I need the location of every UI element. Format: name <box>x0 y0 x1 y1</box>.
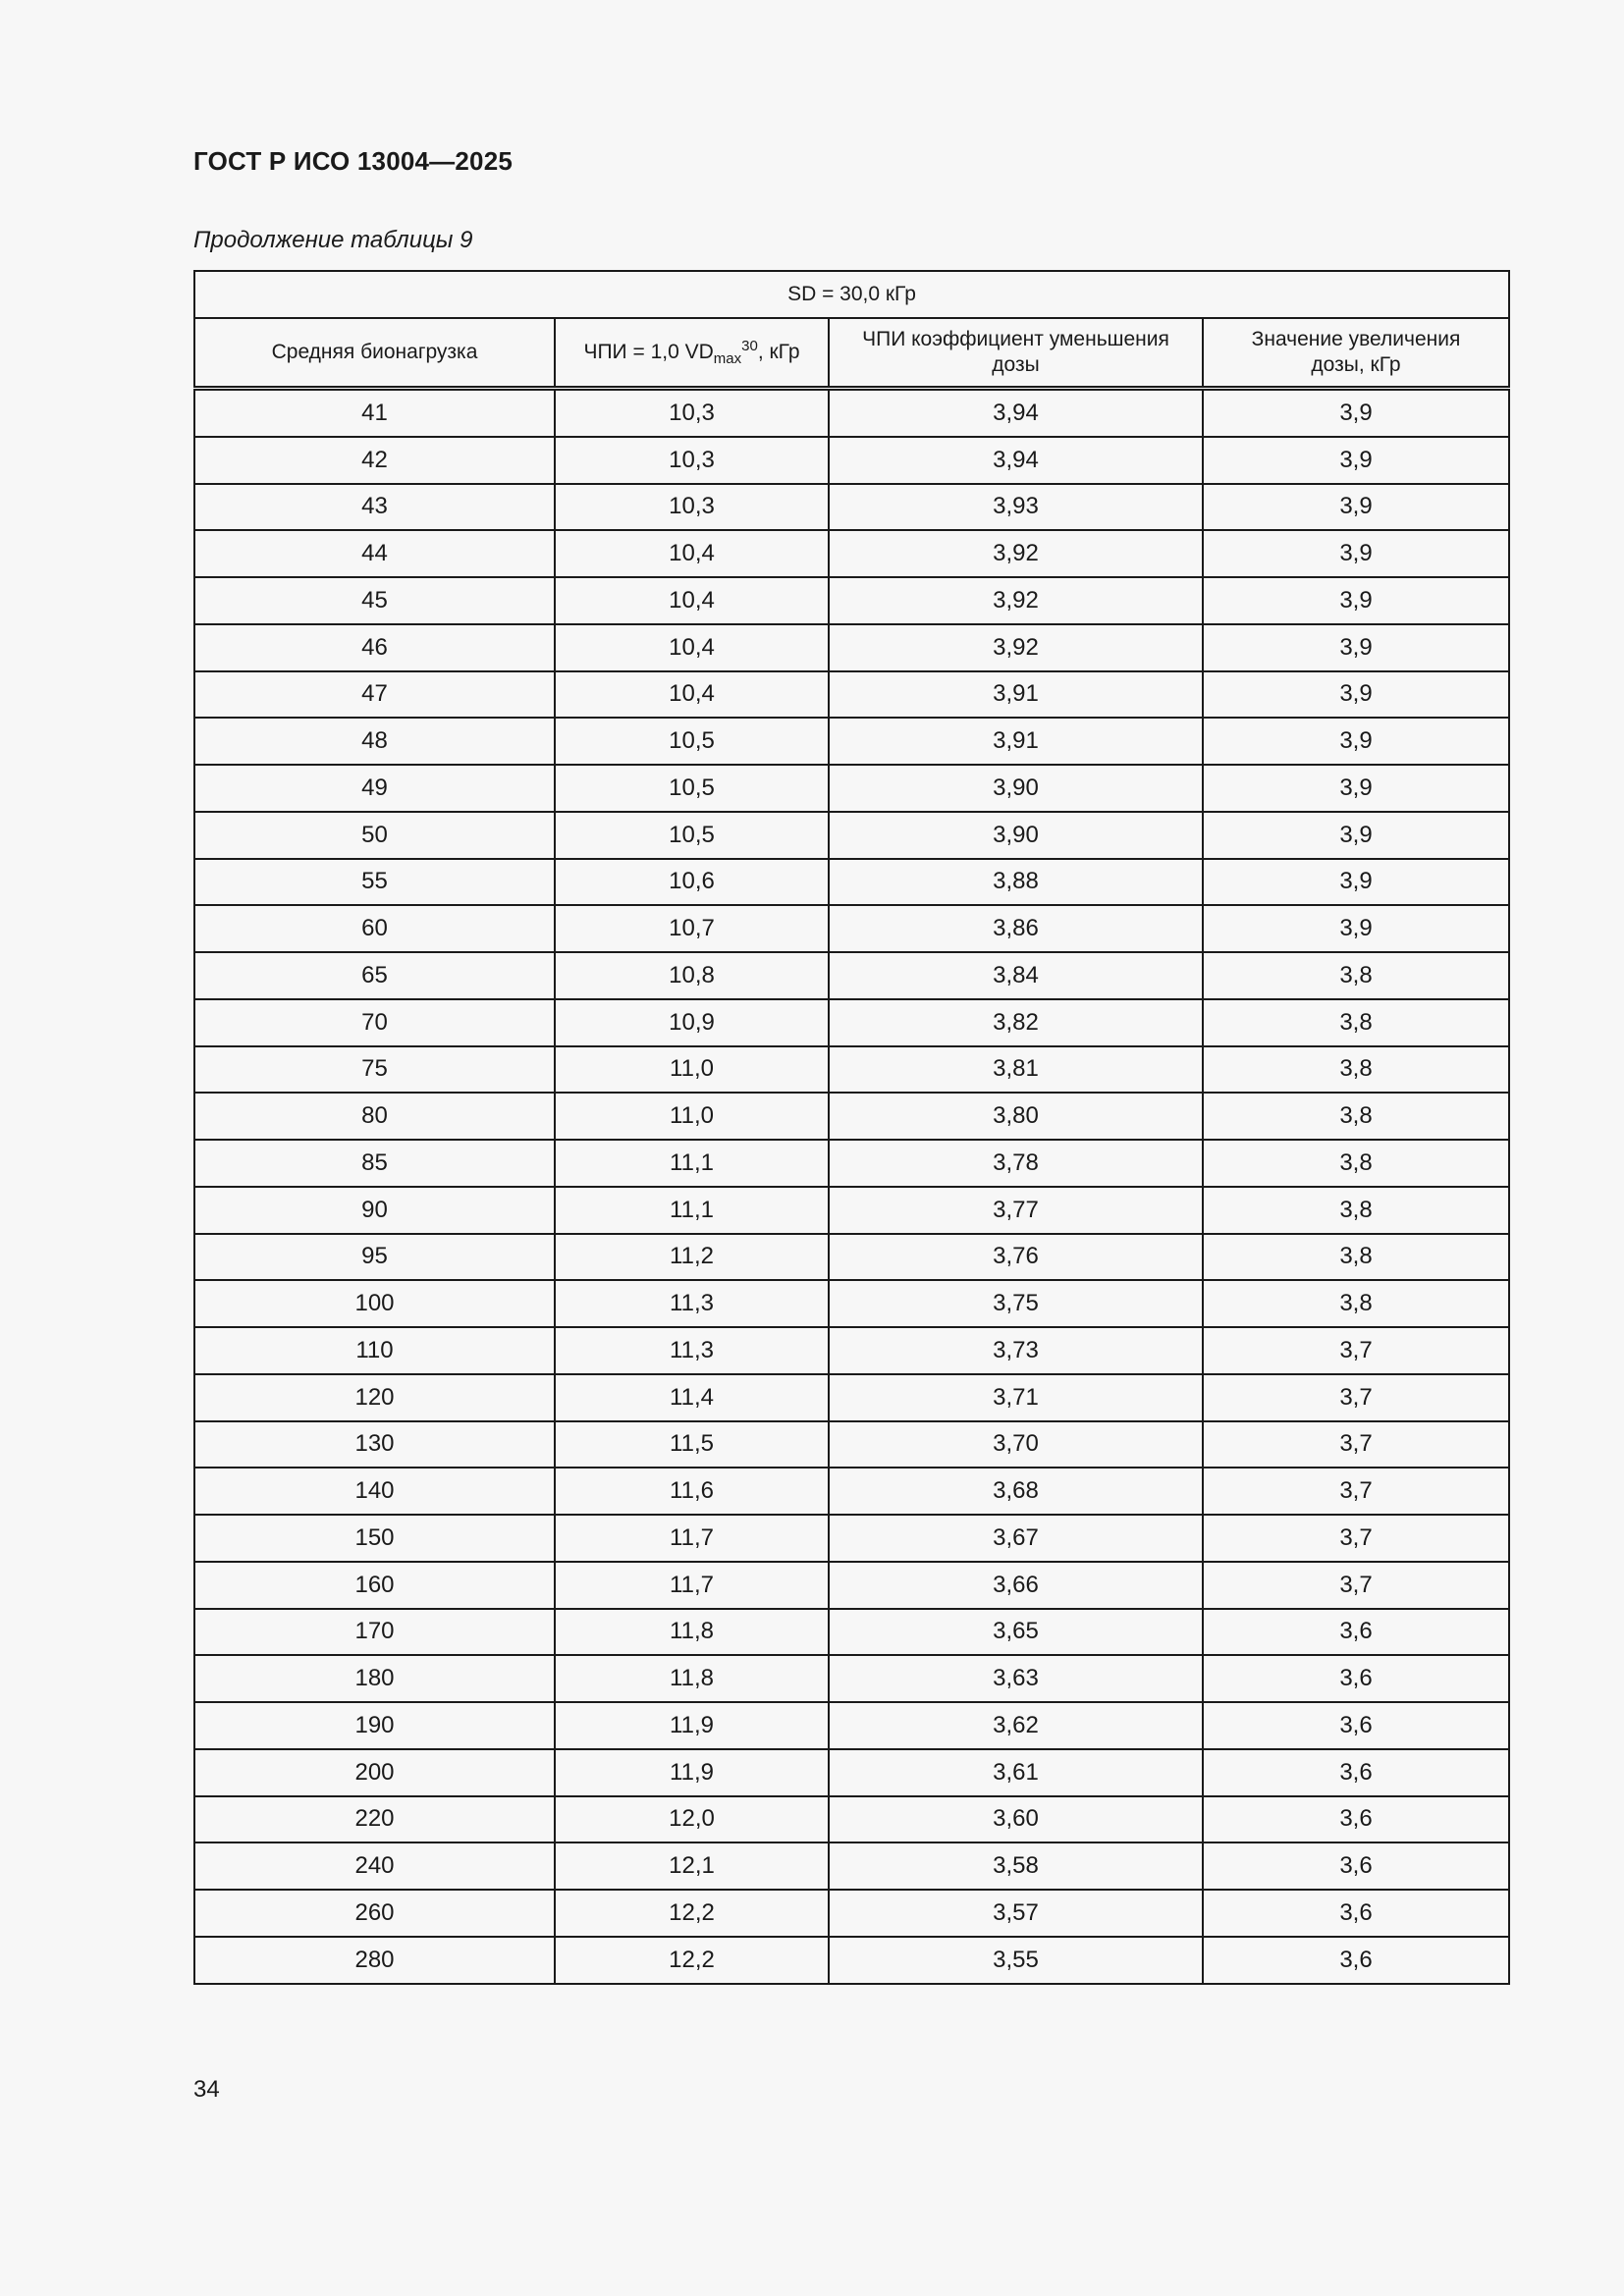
table-row <box>194 1796 1509 1843</box>
dose-reduction-cell: 3,73 <box>829 1327 1203 1374</box>
dose-reduction-cell: 3,58 <box>829 1842 1203 1890</box>
mean-bioburden-cell: 55 <box>194 859 555 906</box>
dose-reduction-cell: 3,55 <box>829 1937 1203 1984</box>
dose-reduction-cell: 3,90 <box>829 765 1203 812</box>
dose-increase-cell: 3,6 <box>1203 1655 1509 1702</box>
dose-reduction-cell: 3,67 <box>829 1515 1203 1562</box>
table-row <box>194 1655 1509 1702</box>
column-header-mean-bioburden: Средняя бионагрузка <box>194 318 555 389</box>
dose-reduction-cell: 3,92 <box>829 624 1203 671</box>
mean-bioburden-cell: 70 <box>194 999 555 1046</box>
mean-bioburden-cell: 180 <box>194 1655 555 1702</box>
dose-increase-cell: 3,9 <box>1203 812 1509 859</box>
dose-increase-cell: 3,8 <box>1203 1093 1509 1140</box>
dose-increase-cell: 3,9 <box>1203 671 1509 719</box>
dose-reduction-line2: дозы <box>992 353 1040 376</box>
table-row <box>194 1421 1509 1468</box>
vdmax-cell: 10,3 <box>555 484 829 531</box>
mean-bioburden-cell: 260 <box>194 1890 555 1937</box>
mean-bioburden-cell: 65 <box>194 952 555 999</box>
table-row <box>194 624 1509 671</box>
dose-increase-cell: 3,6 <box>1203 1842 1509 1890</box>
dose-reduction-cell: 3,63 <box>829 1655 1203 1702</box>
mean-bioburden-cell: 150 <box>194 1515 555 1562</box>
dose-reduction-cell: 3,94 <box>829 389 1203 437</box>
vdmax-cell: 10,6 <box>555 859 829 906</box>
dose-increase-cell: 3,9 <box>1203 624 1509 671</box>
dose-increase-cell: 3,9 <box>1203 530 1509 577</box>
vdmax-cell: 10,9 <box>555 999 829 1046</box>
dose-reduction-cell: 3,66 <box>829 1562 1203 1609</box>
vdmax-cell: 12,2 <box>555 1890 829 1937</box>
vdmax-cell: 10,4 <box>555 671 829 719</box>
mean-bioburden-cell: 110 <box>194 1327 555 1374</box>
dose-increase-cell: 3,6 <box>1203 1609 1509 1656</box>
vdmax-cell: 10,7 <box>555 905 829 952</box>
vdmax-cell: 11,0 <box>555 1093 829 1140</box>
dose-reduction-cell: 3,75 <box>829 1280 1203 1327</box>
mean-bioburden-cell: 280 <box>194 1937 555 1984</box>
table-row <box>194 577 1509 624</box>
dose-reduction-cell: 3,82 <box>829 999 1203 1046</box>
table-row <box>194 999 1509 1046</box>
vdmax-cell: 11,1 <box>555 1187 829 1234</box>
mean-bioburden-cell: 95 <box>194 1234 555 1281</box>
vdmax-cell: 12,1 <box>555 1842 829 1890</box>
dose-reduction-cell: 3,80 <box>829 1093 1203 1140</box>
table-caption: Продолжение таблицы 9 <box>193 227 473 253</box>
table-row <box>194 1842 1509 1890</box>
table-row <box>194 1280 1509 1327</box>
vdmax-cell: 10,4 <box>555 577 829 624</box>
mean-bioburden-cell: 49 <box>194 765 555 812</box>
dose-increase-cell: 3,6 <box>1203 1796 1509 1843</box>
dose-reduction-cell: 3,92 <box>829 530 1203 577</box>
mean-bioburden-cell: 100 <box>194 1280 555 1327</box>
mean-bioburden-cell: 48 <box>194 718 555 765</box>
vdmax-cell: 11,3 <box>555 1327 829 1374</box>
dose-increase-cell: 3,8 <box>1203 1280 1509 1327</box>
dose-increase-line2: дозы, кГр <box>1311 353 1401 376</box>
mean-bioburden-cell: 220 <box>194 1796 555 1843</box>
dose-increase-cell: 3,8 <box>1203 1046 1509 1094</box>
vdmax-prefix: ЧПИ = 1,0 VD <box>583 341 714 363</box>
vdmax-cell: 11,8 <box>555 1609 829 1656</box>
mean-bioburden-cell: 200 <box>194 1749 555 1796</box>
dose-reduction-cell: 3,76 <box>829 1234 1203 1281</box>
vdmax-suffix: , кГр <box>757 341 800 363</box>
mean-bioburden-cell: 140 <box>194 1468 555 1515</box>
dose-increase-cell: 3,7 <box>1203 1468 1509 1515</box>
mean-bioburden-cell: 190 <box>194 1702 555 1749</box>
table-row <box>194 1468 1509 1515</box>
table-row <box>194 1562 1509 1609</box>
dose-increase-cell: 3,8 <box>1203 1234 1509 1281</box>
mean-bioburden-cell: 60 <box>194 905 555 952</box>
page-number: 34 <box>193 2076 220 2103</box>
vdmax-cell: 11,1 <box>555 1140 829 1187</box>
vdmax-cell: 12,2 <box>555 1937 829 1984</box>
table-row <box>194 812 1509 859</box>
table-row <box>194 437 1509 484</box>
mean-bioburden-cell: 45 <box>194 577 555 624</box>
vdmax-cell: 11,9 <box>555 1749 829 1796</box>
table-group-header-row <box>194 271 1509 318</box>
mean-bioburden-cell: 170 <box>194 1609 555 1656</box>
table-row <box>194 671 1509 719</box>
mean-bioburden-cell: 43 <box>194 484 555 531</box>
vdmax-cell: 10,5 <box>555 812 829 859</box>
dose-reduction-cell: 3,93 <box>829 484 1203 531</box>
dose-increase-cell: 3,9 <box>1203 718 1509 765</box>
sd-header: SD = 30,0 кГр <box>194 271 1509 318</box>
vdmax-cell: 10,5 <box>555 765 829 812</box>
dose-increase-cell: 3,7 <box>1203 1562 1509 1609</box>
vdmax-cell: 11,4 <box>555 1374 829 1421</box>
table-body <box>194 389 1509 1984</box>
dose-increase-cell: 3,6 <box>1203 1890 1509 1937</box>
table-row <box>194 1187 1509 1234</box>
dose-reduction-cell: 3,60 <box>829 1796 1203 1843</box>
dose-increase-cell: 3,7 <box>1203 1421 1509 1468</box>
dose-increase-cell: 3,8 <box>1203 952 1509 999</box>
mean-bioburden-cell: 42 <box>194 437 555 484</box>
mean-bioburden-cell: 75 <box>194 1046 555 1094</box>
table-row <box>194 1609 1509 1656</box>
column-header-dose-reduction <box>829 318 1203 389</box>
vdmax-cell: 11,8 <box>555 1655 829 1702</box>
column-header-vdmax <box>555 318 829 389</box>
table-row <box>194 718 1509 765</box>
table-column-header-row <box>194 318 1509 389</box>
table-row <box>194 1890 1509 1937</box>
table-row <box>194 1140 1509 1187</box>
vdmax-cell: 11,2 <box>555 1234 829 1281</box>
table-row <box>194 389 1509 437</box>
document-header: ГОСТ Р ИСО 13004—2025 <box>193 146 514 176</box>
dose-increase-cell: 3,7 <box>1203 1374 1509 1421</box>
vdmax-subscript: max <box>713 350 742 368</box>
dose-increase-cell: 3,6 <box>1203 1702 1509 1749</box>
dose-reduction-cell: 3,81 <box>829 1046 1203 1094</box>
table-row <box>194 1937 1509 1984</box>
dose-increase-cell: 3,9 <box>1203 437 1509 484</box>
dose-increase-cell: 3,9 <box>1203 765 1509 812</box>
dose-reduction-cell: 3,86 <box>829 905 1203 952</box>
dose-reduction-cell: 3,84 <box>829 952 1203 999</box>
dose-reduction-cell: 3,71 <box>829 1374 1203 1421</box>
table-row <box>194 484 1509 531</box>
table-row <box>194 1749 1509 1796</box>
dose-reduction-cell: 3,70 <box>829 1421 1203 1468</box>
dose-increase-cell: 3,9 <box>1203 484 1509 531</box>
dose-increase-cell: 3,9 <box>1203 859 1509 906</box>
dose-reduction-cell: 3,88 <box>829 859 1203 906</box>
vdmax-cell: 10,4 <box>555 530 829 577</box>
table-row <box>194 1234 1509 1281</box>
mean-bioburden-cell: 240 <box>194 1842 555 1890</box>
dose-reduction-cell: 3,68 <box>829 1468 1203 1515</box>
dose-increase-cell: 3,8 <box>1203 999 1509 1046</box>
vdmax-cell: 10,5 <box>555 718 829 765</box>
table-row <box>194 952 1509 999</box>
dose-increase-cell: 3,6 <box>1203 1749 1509 1796</box>
table-row <box>194 1374 1509 1421</box>
mean-bioburden-cell: 46 <box>194 624 555 671</box>
dose-reduction-cell: 3,78 <box>829 1140 1203 1187</box>
vdmax-cell: 10,3 <box>555 389 829 437</box>
dose-reduction-cell: 3,62 <box>829 1702 1203 1749</box>
column-header-dose-increase <box>1203 318 1509 389</box>
dose-reduction-cell: 3,92 <box>829 577 1203 624</box>
dose-reduction-cell: 3,65 <box>829 1609 1203 1656</box>
mean-bioburden-cell: 90 <box>194 1187 555 1234</box>
dose-reduction-cell: 3,91 <box>829 671 1203 719</box>
dose-reduction-cell: 3,94 <box>829 437 1203 484</box>
table-row <box>194 1046 1509 1094</box>
dose-increase-cell: 3,6 <box>1203 1937 1509 1984</box>
mean-bioburden-cell: 50 <box>194 812 555 859</box>
dose-reduction-cell: 3,91 <box>829 718 1203 765</box>
table-row <box>194 859 1509 906</box>
mean-bioburden-cell: 120 <box>194 1374 555 1421</box>
dose-increase-cell: 3,9 <box>1203 905 1509 952</box>
mean-bioburden-cell: 41 <box>194 389 555 437</box>
dose-increase-cell: 3,8 <box>1203 1187 1509 1234</box>
dose-reduction-cell: 3,90 <box>829 812 1203 859</box>
mean-bioburden-cell: 47 <box>194 671 555 719</box>
dose-increase-cell: 3,9 <box>1203 389 1509 437</box>
table-row <box>194 765 1509 812</box>
vdmax-cell: 11,5 <box>555 1421 829 1468</box>
table-row <box>194 1515 1509 1562</box>
dose-increase-cell: 3,7 <box>1203 1515 1509 1562</box>
dose-table <box>193 270 1510 1985</box>
table-row <box>194 1702 1509 1749</box>
table-row <box>194 1093 1509 1140</box>
dose-increase-cell: 3,8 <box>1203 1140 1509 1187</box>
vdmax-cell: 11,7 <box>555 1562 829 1609</box>
dose-increase-line1: Значение увеличения <box>1251 328 1461 350</box>
vdmax-cell: 10,3 <box>555 437 829 484</box>
vdmax-superscript: 30 <box>741 338 758 354</box>
table-row <box>194 530 1509 577</box>
mean-bioburden-cell: 80 <box>194 1093 555 1140</box>
dose-increase-cell: 3,9 <box>1203 577 1509 624</box>
mean-bioburden-cell: 44 <box>194 530 555 577</box>
vdmax-cell: 12,0 <box>555 1796 829 1843</box>
mean-bioburden-cell: 160 <box>194 1562 555 1609</box>
vdmax-cell: 11,9 <box>555 1702 829 1749</box>
mean-bioburden-cell: 130 <box>194 1421 555 1468</box>
dose-reduction-cell: 3,61 <box>829 1749 1203 1796</box>
dose-reduction-line1: ЧПИ коэффициент уменьшения <box>862 328 1169 350</box>
table-row <box>194 905 1509 952</box>
mean-bioburden-cell: 85 <box>194 1140 555 1187</box>
dose-increase-cell: 3,7 <box>1203 1327 1509 1374</box>
vdmax-cell: 11,7 <box>555 1515 829 1562</box>
vdmax-cell: 11,6 <box>555 1468 829 1515</box>
vdmax-cell: 10,8 <box>555 952 829 999</box>
vdmax-cell: 11,0 <box>555 1046 829 1094</box>
dose-reduction-cell: 3,77 <box>829 1187 1203 1234</box>
vdmax-cell: 11,3 <box>555 1280 829 1327</box>
dose-reduction-cell: 3,57 <box>829 1890 1203 1937</box>
table-row <box>194 1327 1509 1374</box>
vdmax-cell: 10,4 <box>555 624 829 671</box>
